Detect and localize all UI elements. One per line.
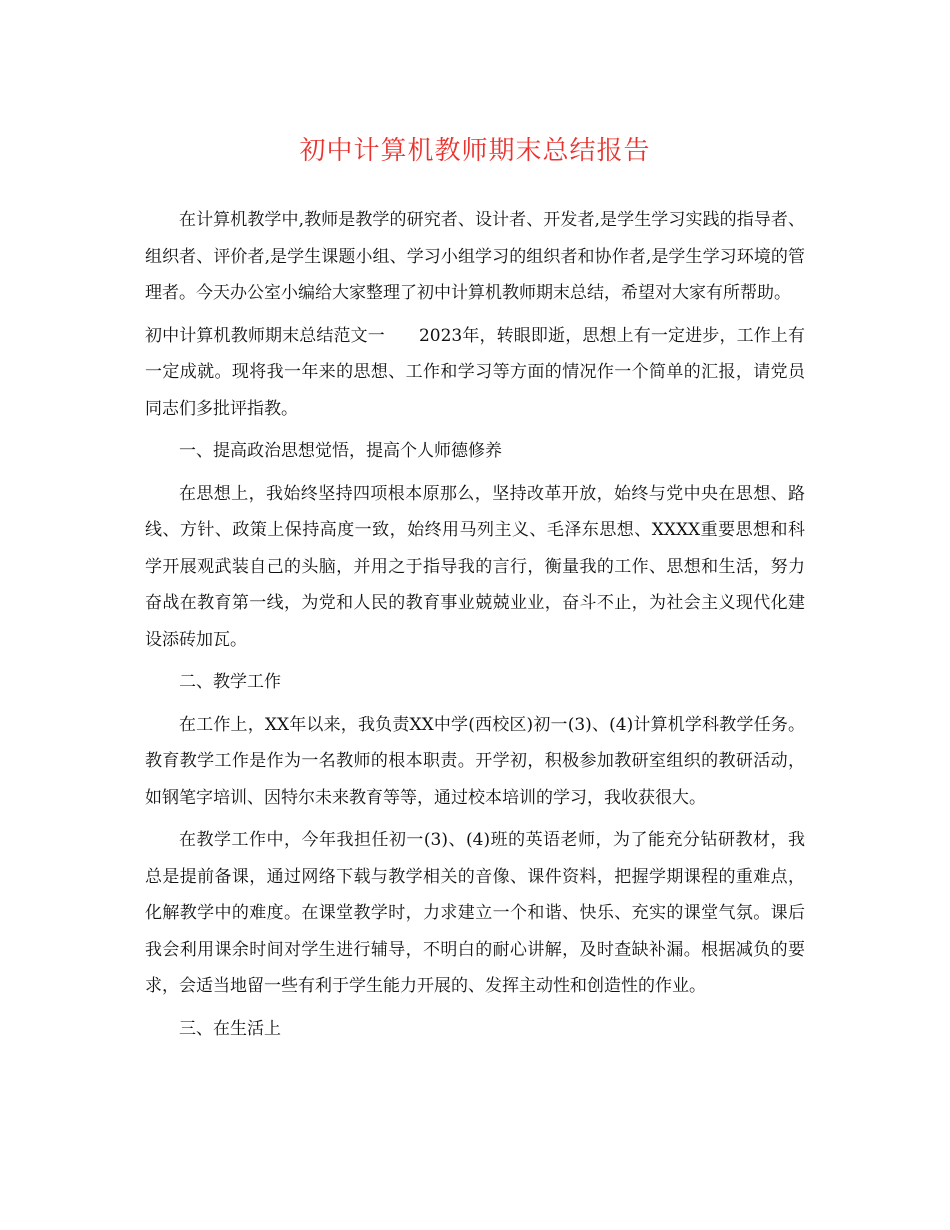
document-body [145, 202, 805, 1047]
section-heading-2: 二、教学工作 [179, 672, 281, 692]
document-title: 初中计算机教师期末总结报告 [299, 136, 651, 166]
section-1-paragraph-1: 在思想上，我始终坚持四项根本原那么，坚持改革开放，始终与党中央在思想、路线、方针、政策上保持高度一致，始终用马列主义、毛泽东思想、XXXX重要思想和科学开展观武装自己的头脑，并用之于指导我的言行，衡量我的工作、思想和生活，努力奋战在教育第一线，为党和人民的教育事业兢兢业业，奋斗不止，为社会主义现代化建设添砖加瓦。 [145, 483, 805, 650]
sample-heading: 初中计算机教师期末总结范文一 [145, 325, 385, 346]
section-heading-1: 一、提高政治思想觉悟，提高个人师德修养 [179, 441, 502, 461]
intro-paragraph: 在计算机教学中,教师是教学的研究者、设计者、开发者,是学生学习实践的指导者、组织者、评价者,是学生课题小组、学习小组学习的组织者和协作者,是学生学习环境的管理者。今天办公室小编给大家整理了初中计算机教师期末总结，希望对大家有所帮助。 [145, 210, 805, 303]
section-heading-3: 三、在生活上 [179, 1018, 281, 1039]
sample-paragraph [145, 318, 805, 428]
section-2-paragraph-2: 在教学工作中，今年我担任初一(3)、(4)班的英语老师，为了能充分钻研教材，我总是提前备课，通过网络下载与教学相关的音像、课件资料，把握学期课程的重难点，化解教学中的难度。在课堂教学时，力求建立一个和谐、快乐、充实的课堂气氛。课后我会利用课余时间对学生进行辅导，不明白的耐心讲解，及时查缺补漏。根据减负的要求，会适当地留一些有利于学生能力开展的、发挥主动性和创造性的作业。 [145, 830, 805, 996]
section-2-paragraph-1: 在工作上，XX年以来，我负责XX中学(西校区)初一(3)、(4)计算机学科教学任务。教育教学工作是作为一名教师的根本职责。开学初，积极参加教研室组织的教研活动，如钢笔字培训、因特尔未来教育等等，通过校本培训的学习，我收获很大。 [145, 714, 805, 808]
sample-opening: 2023年，转眼即逝，思想上有一定进步，工作上有一定成就。现将我一年来的思想、工作和学习等方面的情况作一个简单的汇报，请党员同志们多批评指教。 [145, 325, 806, 419]
